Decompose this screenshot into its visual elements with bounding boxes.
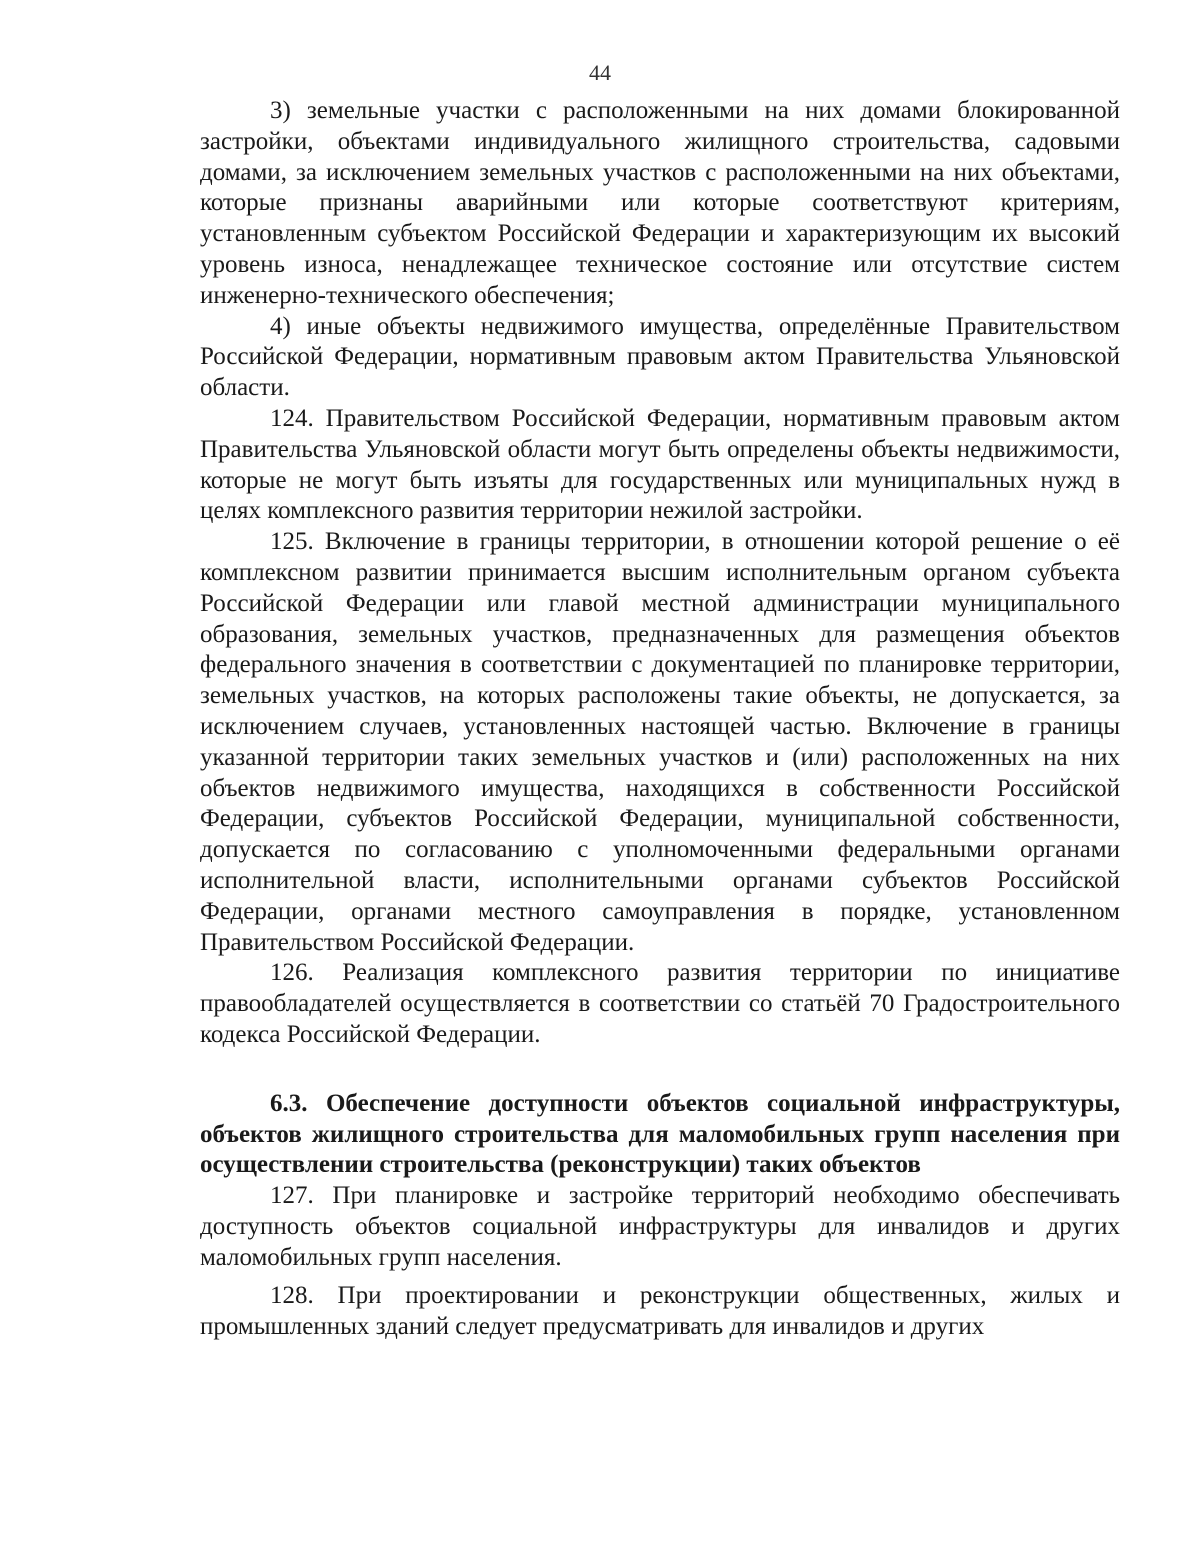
paragraph-127: 127. При планировке и застройке территорий необходимо обеспечивать доступность объектов социальной инфраструктуры для инвалидов и других маломобильных групп населения.	[200, 1182, 1120, 1271]
paragraph-128: 128. При проектировании и реконструкции общественных, жилых и промышленных зданий следует предусматривать для инвалидов и других	[200, 1282, 1120, 1341]
paragraph-item-3: 3) земельные участки с расположенными на них домами блокированной застройки, объектами индивидуального жилищного строительства, садовыми домами, за исключением земельных участков с расположенными на них объектами, которые признаны аварийными или которые соответствуют критериям, установленным субъектом Российской Федерации и характеризующим их высокий уровень износа, ненадлежащее техническое состояние или отсутствие систем инженерно-технического обеспечения;	[200, 97, 1120, 309]
paragraph-126: 126. Реализация комплексного развития территории по инициативе правообладателей осуществляется в соответствии со статьёй 70 Градостроительного кодекса Российской Федерации.	[200, 959, 1120, 1048]
paragraph-124: 124. Правительством Российской Федерации, нормативным правовым актом Правительства Ульяновской области могут быть определены объекты недвижимости, которые не могут быть изъяты для государственных или муниципальных нужд в целях комплексного развития территории нежилой застройки.	[200, 404, 1120, 525]
document-body	[200, 96, 1120, 1343]
section-heading: 6.3. Обеспечение доступности объектов социальной инфраструктуры, объектов жилищного строительства для маломобильных групп населения при осуществлении строительства (реконструкции) таких объектов	[200, 1089, 1120, 1179]
page-number: 44	[589, 60, 611, 85]
paragraph-item-4: 4) иные объекты недвижимого имущества, определённые Правительством Российской Федерации, нормативным правовым актом Правительства Ульяновской области.	[200, 312, 1120, 402]
paragraph-125: 125. Включение в границы территории, в отношении которой решение о её комплексном развитии принимается высшим исполнительным органом субъекта Российской Федерации или главой местной администрации муниципального образования, земельных участков, предназначенных для размещения объектов федерального значения в соответствии с документацией по планировке территории, земельных участков, на которых расположены такие объекты, не допускается, за исключением случаев, установленных настоящей частью. Включение в границы указанной территории таких земельных участков и (или) расположенных на них объектов недвижимого имущества, находящихся в собственности Российской Федерации, субъектов Российской Федерации, муниципальной собственности, допускается по согласованию с уполномоченными федеральными органами исполнительной власти, исполнительными органами субъектов Российской Федерации, органами местного самоуправления в порядке, установленном Правительством Российской Федерации.	[200, 528, 1120, 956]
